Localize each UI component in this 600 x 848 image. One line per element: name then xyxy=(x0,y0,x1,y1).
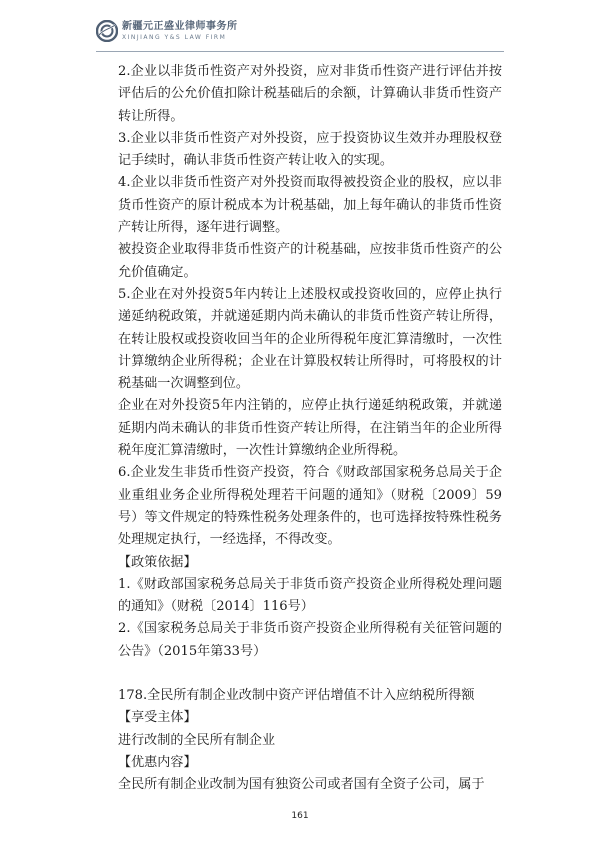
paragraph: 企业在对外投资5年内注销的，应停止执行递延纳税政策，并就递延期内尚未确认的非货币性资产转让所得，在注销当年的企业所得税年度汇算清缴时，一次性计算缴纳企业所得税。 xyxy=(118,398,502,459)
paragraph: 4.企业以非货币性资产对外投资而取得被投资企业的股权，应以非货币性资产的原计税成本为计税基础，加上每年确认的非货币性资产转让所得，逐年进行调整。 xyxy=(118,175,502,236)
paragraph: 全民所有制企业改制为国有独资公司或者国有全资子公司，属于 xyxy=(118,777,485,793)
paragraph: 5.企业在对外投资5年内转让上述股权或投资收回的，应停止执行递延纳税政策，并就递延期内尚未确认的非货币性资产转让所得，在转让股权或投资收回当年的企业所得税年度汇算清缴时，一次性计算缴纳企业所得税；企业在计算股权转让所得时，可将股权的计税基础一次调整到位。 xyxy=(118,286,502,392)
item-title: 178.全民所有制企业改制中资产评估增值不计入应纳税所得额 xyxy=(118,688,475,704)
section-heading: 【政策依据】 xyxy=(118,554,197,570)
section-heading: 【优惠内容】 xyxy=(118,754,197,770)
section-gap xyxy=(118,663,502,685)
paragraph: 2.企业以非货币性资产对外投资，应对非货币性资产进行评估并按评估后的公允价值扣除计税基础后的余额，计算确认非货币性资产转让所得。 xyxy=(118,64,502,124)
firm-name xyxy=(122,21,238,42)
paragraph: 6.企业发生非货币性资产投资，符合《财政部国家税务总局关于企业重组业务企业所得税处理若干问题的通知》（财税〔2009〕59号）等文件规定的特殊性税务处理条件的，也可选择按特殊性税务处理规定执行，一经选择，不得改变。 xyxy=(118,465,502,548)
reference-item: 1.《财政部国家税务总局关于非货币资产投资企业所得税处理问题的通知》（财税〔2014〕116号） xyxy=(118,576,502,615)
header-divider xyxy=(96,51,504,52)
firm-name-en: XINJIANG Y&S LAW FIRM xyxy=(122,34,227,41)
page-number: 161 xyxy=(291,811,309,821)
document-body xyxy=(118,61,502,797)
section-heading: 【享受主体】 xyxy=(118,710,197,726)
paragraph: 3.企业以非货币性资产对外投资，应于投资协议生效并办理股权登记手续时，确认非货币性资产转让收入的实现。 xyxy=(118,130,502,169)
paragraph: 进行改制的全民所有制企业 xyxy=(118,732,276,748)
firm-logo-icon xyxy=(96,20,118,42)
firm-name-cn: 新疆元正盛业律师事务所 xyxy=(122,21,238,32)
reference-item: 2.《国家税务总局关于非货币资产投资企业所得税有关征管问题的公告》（2015年第33号） xyxy=(118,621,502,659)
paragraph: 被投资企业取得非货币性资产的计税基础，应按非货币性资产的公允价值确定。 xyxy=(118,242,502,280)
